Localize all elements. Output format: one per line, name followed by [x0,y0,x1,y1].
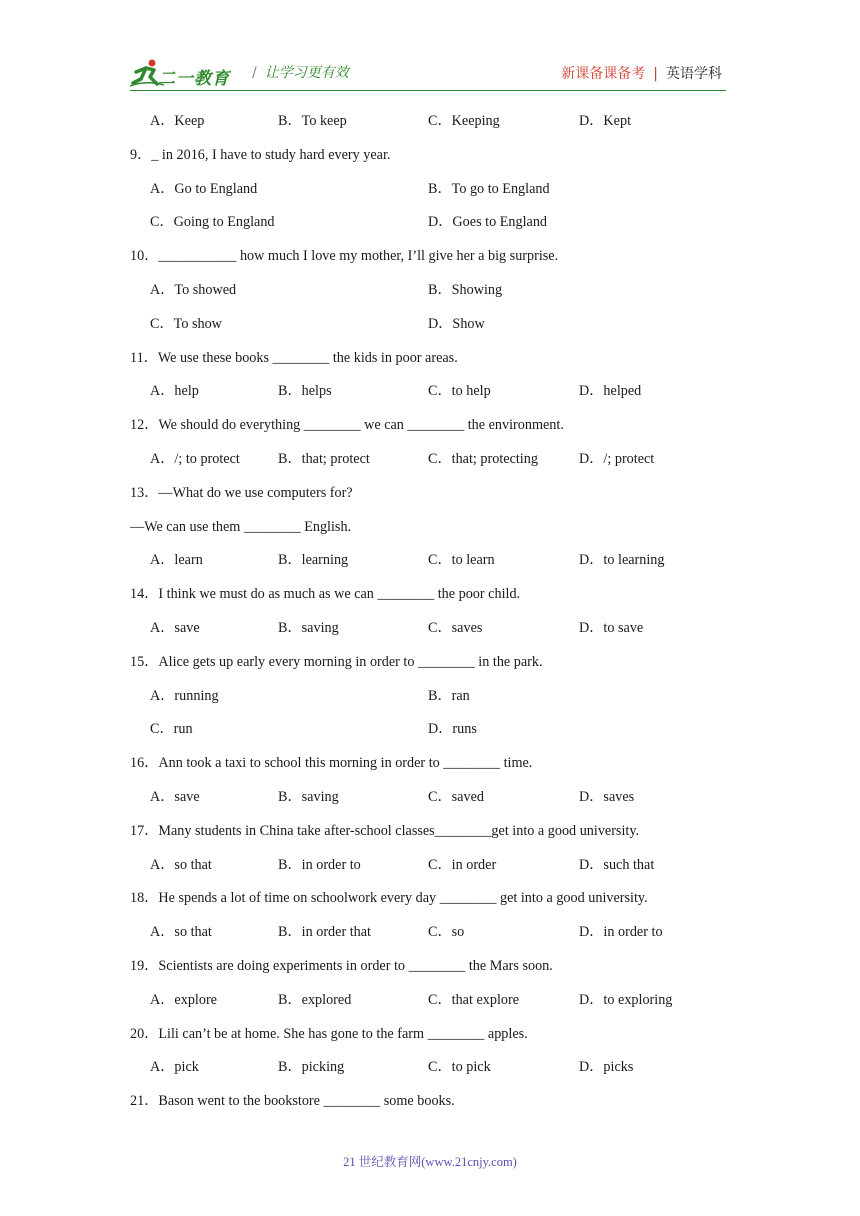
question-text: 10．___________ how much I love my mother, I’ll give her a big surprise. [130,248,559,265]
answer-option: D．helped [579,383,642,400]
answer-option: A．pick [150,1059,199,1076]
question-list [130,109,730,1123]
question-text: 20．Lili can’t be at home. She has gone to the farm ________ apples. [130,1025,528,1042]
option-row [130,785,730,819]
answer-option: B．To go to England [428,180,550,197]
slogan-text: 让学习更有效 [264,65,349,81]
option-row [130,920,730,954]
answer-option: C．that explore [428,991,520,1008]
option-row [130,210,730,244]
answer-option: A．learn [150,552,203,569]
option-row [130,1055,730,1089]
option-row [130,853,730,887]
question-text: 13．—What do we use computers for? [130,484,353,501]
answer-option: A．explore [150,991,217,1008]
option-row [130,988,730,1022]
answer-option: D．Show [428,315,485,332]
slogan-divider: / [252,65,257,81]
answer-option: A．Keep [150,113,205,129]
answer-option: D．picks [579,1059,634,1076]
answer-option: C．saved [428,788,484,805]
option-row [130,109,730,143]
answer-option: C．Keeping [428,113,500,129]
page-header [130,56,726,92]
answer-option: A．running [150,687,219,704]
answer-option: B．ran [428,687,470,704]
logo [130,58,240,88]
answer-option: C．to pick [428,1059,491,1076]
answer-option: B．explored [278,991,352,1008]
option-row [130,548,730,582]
answer-option: C．run [150,721,193,738]
answer-option: C．to help [428,383,491,400]
answer-option: A．save [150,788,200,805]
answer-option: D．such that [579,856,655,873]
answer-option: A．so that [150,924,212,941]
option-row [130,616,730,650]
option-row [130,447,730,481]
answer-option: B．in order that [278,924,371,941]
answer-option: A．Go to England [150,180,258,197]
header-divider: | [653,66,658,82]
answer-option: C．Going to England [150,214,275,231]
option-row [130,278,730,312]
answer-option: C．to learn [428,552,495,569]
answer-option: D．Kept [579,113,632,129]
question-text: 19．Scientists are doing experiments in order to ________ the Mars soon. [130,957,553,974]
option-row [130,684,730,718]
question-text: 14．I think we must do as much as we can ________ the poor child. [130,586,521,603]
question-text: 11．We use these books ________ the kids in poor areas. [130,349,458,366]
answer-option: D．to learning [579,552,665,569]
header-tagline: 新课备课备考 [561,66,646,82]
header-rule [130,90,726,91]
answer-option: D．Goes to England [428,214,548,231]
answer-option: B．saving [278,619,339,636]
answer-option: D．runs [428,721,477,738]
question-text: 15．Alice gets up early every morning in order to ________ in the park. [130,653,543,670]
answer-option: A．/; to protect [150,450,240,467]
answer-option: D．to exploring [579,991,673,1008]
answer-option: A．help [150,383,199,400]
question-text: 21．Bason went to the bookstore ________ some books. [130,1093,455,1110]
answer-option: B．learning [278,552,349,569]
option-row [130,379,730,413]
logo-text: 二一教育 [158,69,230,89]
question-text: 18．He spends a lot of time on schoolwork every day ________ get into a good university. [130,890,648,907]
option-row [130,312,730,346]
answer-option: B．that; protect [278,450,370,467]
answer-option: C．in order [428,856,497,873]
question-text: 16．Ann took a taxi to school this morning in order to ________ time. [130,755,533,772]
option-row [130,177,730,211]
question-text: 12．We should do everything ________ we can ________ the environment. [130,417,564,434]
answer-option: B．Showing [428,281,503,298]
answer-option: C．saves [428,619,483,636]
header-subject-label: 英语学科 [666,66,722,82]
answer-option: B．in order to [278,856,361,873]
answer-option: B．saving [278,788,339,805]
header-subject [561,63,722,83]
answer-option: D．/; protect [579,450,655,467]
answer-option: D．in order to [579,924,663,941]
question-text: 9．_ in 2016, I have to study hard every year. [130,146,391,163]
answer-option: C．To show [150,315,222,332]
question-text: 17．Many students in China take after-school classes________get into a good university. [130,822,640,839]
answer-option: C．that; protecting [428,450,538,467]
answer-option: A．save [150,619,200,636]
answer-option: D．saves [579,788,635,805]
page-footer: 21 世纪教育网(www.21cnjy.com) [343,1155,517,1169]
answer-option: D．to save [579,619,644,636]
answer-option: B．helps [278,383,332,400]
slogan [252,62,349,82]
answer-option: C．so [428,924,465,941]
question-text: —We can use them ________ English. [130,518,352,535]
answer-option: A．so that [150,856,212,873]
option-row [130,717,730,751]
answer-option: B．picking [278,1059,345,1076]
answer-option: B．To keep [278,113,347,129]
answer-option: A．To showed [150,281,237,298]
